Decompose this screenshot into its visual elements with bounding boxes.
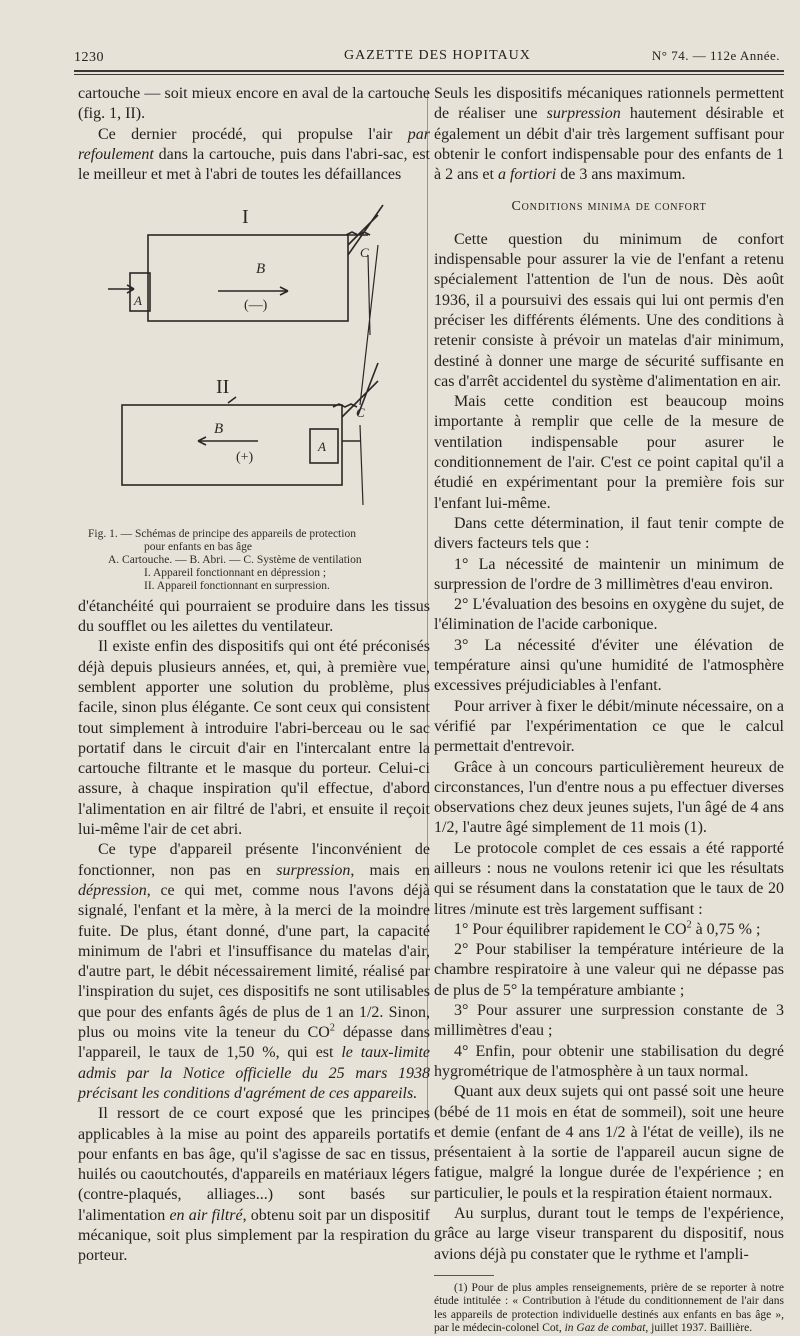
- diagram2-title: II: [216, 376, 230, 399]
- diagram2-pressure: (+): [236, 450, 254, 466]
- paragraph: Cette question du minimum de confort indispensable pour assurer la vie de l'enfant a retenu spécialement l'attention de l'un de nous. Dès août 1936, il a poursuivi des essais qui lui ont permis d'en préciser les différents éléments. Une des conditions à retenir consiste à prévoir un matelas d'air minimum, destiné à donner une marge de sécurité suffisante en cas d'arrêt accidentel du système d'alimentation en air.: [434, 230, 784, 390]
- paragraph: Seuls les dispositifs mécaniques rationnels permettent de réaliser une surpression hautement désirable et également un débit d'air très largement suffisant pour obtenir le confort indispensable pour des enfants de 1 à 2 ans et a fortiori de 3 ans maximum.: [434, 85, 785, 184]
- paragraph: Le protocole complet de ces essais a été rapporté ailleurs : nous ne voulons retenir ici que les résultats qui se résument dans la constatation que le taux de 20 litres /minute est très largement suffisant :: [434, 839, 784, 918]
- paragraph: cartouche — soit mieux encore en aval de la cartouche (fig. 1, II).: [78, 85, 430, 123]
- paragraph: 1° Pour équilibrer rapidement le $CO^2$ à 0,75 % ;: [454, 919, 761, 938]
- figure-1: [78, 185, 430, 592]
- schematic-diagrams: [78, 185, 430, 515]
- paragraph: Au surplus, durant tout le temps de l'expérience, grâce au large viseur transparent du dispositif, nous avions déjà pu constater que le rythme et l'ampli-: [434, 1205, 784, 1263]
- footnote-rule: [434, 1275, 494, 1276]
- diagram1-label-c: C: [360, 245, 369, 261]
- diagram2-label-a: A: [318, 439, 326, 455]
- paragraph: Ce dernier procédé, qui propulse l'air par refoulement dans la cartouche, puis dans l'abri-sac, est le meilleur et met à l'abri de toutes les défaillances: [78, 125, 430, 184]
- diagram2-label-b: B: [214, 421, 224, 438]
- paragraph: Il ressort de ce court exposé que les principes applicables à la mise au point des appareils portatifs pour enfants en bas âge, qu'il s'agisse de sac en tissus, huilés ou caoutchoutés, d'appareils en matériaux légers (contre-plaqués, alliages...) sont basés sur l'alimentation en air filtré, obtenu soit par un dispositif mécanique, soit plus simplement par la respiration du porteur.: [78, 1105, 430, 1265]
- diagram1-label-b: B: [256, 261, 266, 278]
- paragraph: Dans cette détermination, il faut tenir compte de divers facteurs tels que :: [434, 514, 784, 553]
- paragraph: 3° Pour assurer une surpression constante de 3 millimètres d'eau ;: [434, 1002, 784, 1040]
- header-rule: [74, 70, 784, 72]
- paragraph: d'étanchéité qui pourraient se produire dans les tissus du soufflet ou les ailettes du ventilateur.: [78, 597, 430, 636]
- diagram1-pressure: (—): [244, 298, 268, 314]
- diagram1-label-a: A: [134, 293, 142, 309]
- paragraph: Grâce à un concours particulièrement heureux de circonstances, l'un d'entre nous a pu effectuer diverses observations chez deux jeunes sujets, l'un âgé de 4 ans 1/2, l'autre âgé simplement de 11 mois (1).: [434, 758, 784, 837]
- diagram1-title: I: [242, 206, 249, 229]
- page-number: 1230: [74, 50, 104, 65]
- left-column: [78, 84, 430, 1267]
- diagram-surpression: [122, 363, 378, 505]
- issue-number: N° 74. — 112e Année.: [651, 48, 780, 63]
- paragraph: 2° Pour stabiliser la température intérieure de la chambre respiratoire à une valeur qui ne dépasse pas de plus de 5° la température ambiante ;: [434, 941, 784, 999]
- paragraph: Il existe enfin des dispositifs qui ont été préconisés déjà depuis plusieurs années, et, qui, à première vue, semblent apporter une solution du problème, plus facile, sinon plus élégante. Ce sont ceux qui consistent tout simplement à introduire l'abri-berceau ou le sac portatif dans le circuit d'air en l'intercalant entre la cartouche filtrante et le masque du porteur. Celui-ci assure, à chaque inspiration qu'il effectue, d'abord l'alimentation en air filtré de l'abri, et ensuite il reçoit lui-même l'air de cet abri.: [78, 638, 430, 839]
- paragraph: 3° La nécessité d'éviter une élévation de température ainsi qu'une humidité de l'atmosphère excessives préjudiciables à l'enfant.: [434, 636, 784, 695]
- section-title: Conditions minima de confort: [511, 199, 707, 215]
- journal-title: GAZETTE DES HOPITAUX: [344, 48, 531, 63]
- header-rule-thin: [74, 74, 784, 75]
- figure-caption: Fig. 1. — Schémas de principe des appareils de protection pour enfants en bas âge A. Cartouche. — B. Abri. — C. Système de ventilation I. Appareil fonctionnant en dépression ; II. Appareil fonctionnant en surpression.: [88, 527, 362, 592]
- running-header: [74, 46, 784, 66]
- paragraph: Mais cette condition est beaucoup moins importante à remplir que celle de la mesure de ventilation indispensable pour asurer le conditionnement de l'air. C'est ce point capital qu'il a étudié en expérimentant pour la première fois sur l'enfant lui-même.: [434, 393, 784, 512]
- paragraph: Pour arriver à fixer le débit/minute nécessaire, on a vérifié par l'expérimentation ce que le calcul permettait d'entrevoir.: [434, 697, 784, 756]
- right-column: [434, 84, 784, 1336]
- footnote: (1) Pour de plus amples renseignements, prière de se reporter à notre étude intitulée : « Contribution à l'étude du conditionnement de l'air dans les appareils de protection individuelle destinés aux enfants en bas âge », par le médecin-colonel Cot, in Gaz de combat, juillet 1937. Baillière.: [434, 1281, 784, 1335]
- paragraph: Quant aux deux sujets qui ont passé soit une heure (bébé de 11 mois en état de sommeil), soit une heure et demie (enfant de 4 ans 1/2 à l'état de veille), ils ne présentaient à la sortie de l'appareil aucun signe de fatigue, malgré la longue durée de l'expérience ; en particulier, le pouls et la respiration étaient normaux.: [434, 1083, 784, 1202]
- paragraph: Ce type d'appareil présente l'inconvénient de fonctionner, non pas en surpression, mais en dépression, ce qui met, comme nous l'avons déjà signalé, l'enfant et la mère, à la merci de la moindre fuite. De plus, étant donné, d'une part, la capacité minimum de l'abri et l'insuffisance du matelas d'air, d'autre part, le débit nécessairement limité, réalisé par l'inspiration du sujet, ces dispositifs ne sont utilisables que pour des enfants âgés de plus de 1 an 1/2. Sinon, plus ou moins vite la teneur du $CO^2$ dépasse dans l'appareil, le taux de 1,50 %, qui est le taux-limite admis par la Notice officielle du 25 mars 1938 précisant les conditions d'agrément de ces appareils.: [78, 841, 431, 1102]
- paragraph: 2° L'évaluation des besoins en oxygène du sujet, de l'élimination de l'acide carbonique.: [434, 596, 784, 634]
- diagram2-label-c: C: [356, 405, 365, 421]
- paragraph: 1° La nécessité de maintenir un minimum de surpression de l'ordre de 3 millimètres d'eau environ.: [434, 555, 784, 593]
- paragraph: 4° Enfin, pour obtenir une stabilisation du degré hygrométrique de l'atmosphère à un taux normal.: [434, 1042, 784, 1080]
